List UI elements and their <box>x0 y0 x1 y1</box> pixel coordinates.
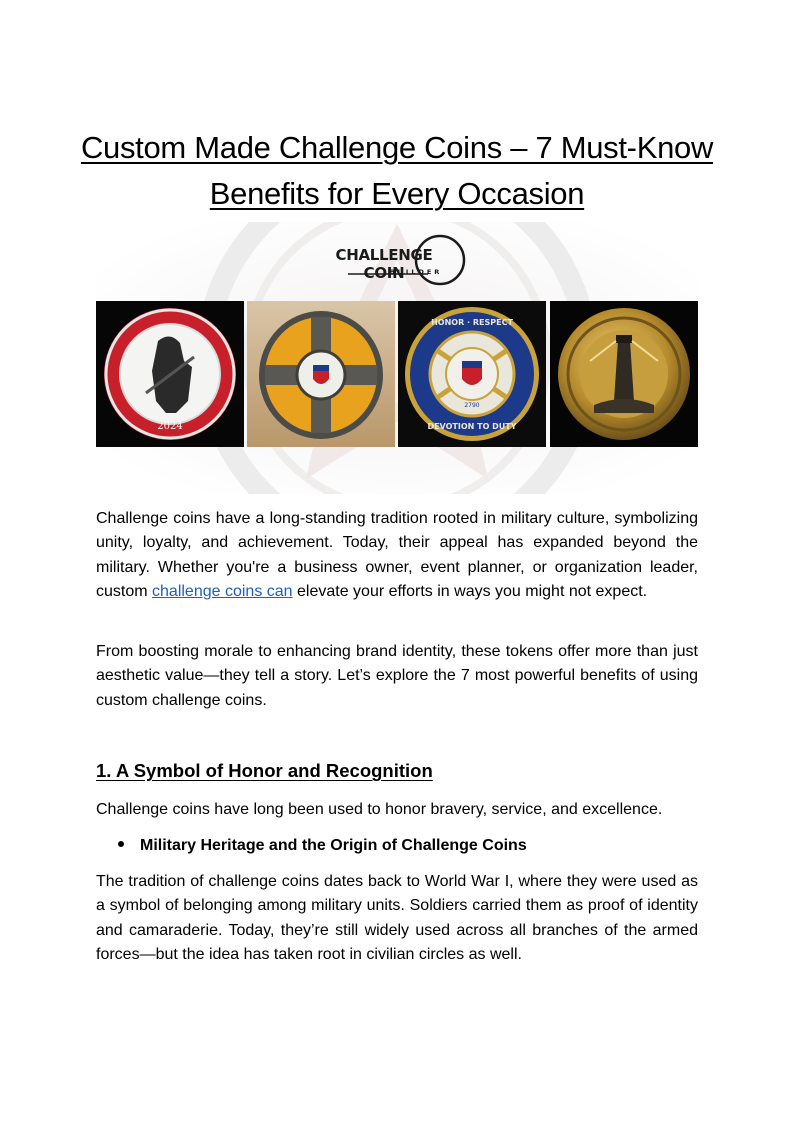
section-1-intro: Challenge coins have long been used to honor bravery, service, and excellence. <box>96 801 663 818</box>
bullet-dot-icon <box>118 841 124 847</box>
page-title: Custom Made Challenge Coins – 7 Must-Know Benefits for Every Occasion <box>80 129 714 211</box>
coin-image-lighthouse <box>550 301 698 447</box>
challenge-coin-builder-logo <box>328 232 466 288</box>
logo-text: CHALLENGE COIN <box>335 246 433 282</box>
bullet-item <box>118 834 527 858</box>
coin-bottom-text: DEVOTION TO DUTY <box>427 422 517 431</box>
coin-image-orange-cross <box>247 301 395 447</box>
coin-top-text: HONOR · RESPECT <box>431 318 513 327</box>
logo-subtext: BUILDER <box>389 268 443 276</box>
coin-image-fire-academy <box>96 301 244 447</box>
intro-paragraph <box>96 507 698 605</box>
hero-banner <box>96 222 698 494</box>
coin-image-honor-respect <box>398 301 546 447</box>
intro-text-part1: Challenge coins have a long-standing tradition rooted in military culture, symbolizing unity, loyalty, and achievement. Today, their appeal has expanded beyond the military. Whether you're a business owner, event planner, or organization leader, custom <box>96 510 698 601</box>
intro-text-part2: elevate your efforts in ways you might not expect. <box>292 583 648 601</box>
challenge-coins-link[interactable]: challenge coins can <box>152 583 293 601</box>
benefits-intro-paragraph: From boosting morale to enhancing brand identity, these tokens offer more than just aesthetic value—they tell a story. Let’s explore the 7 most powerful benefits of using custom challenge coins. <box>96 643 698 709</box>
section-1-body: The tradition of challenge coins dates back to World War I, where they were used as a symbol of belonging among military units. Soldiers carried them as proof of identity and camaraderie. Today, they’re still widely used across all branches of the armed forces—but the idea has taken root in civilian circles as well. <box>96 873 698 964</box>
coin-number: 2790 <box>464 402 480 409</box>
coin-year: 2024 <box>157 421 183 432</box>
bullet-text: Military Heritage and the Origin of Challenge Coins <box>140 837 527 854</box>
section-1-heading: 1. A Symbol of Honor and Recognition <box>96 760 433 781</box>
